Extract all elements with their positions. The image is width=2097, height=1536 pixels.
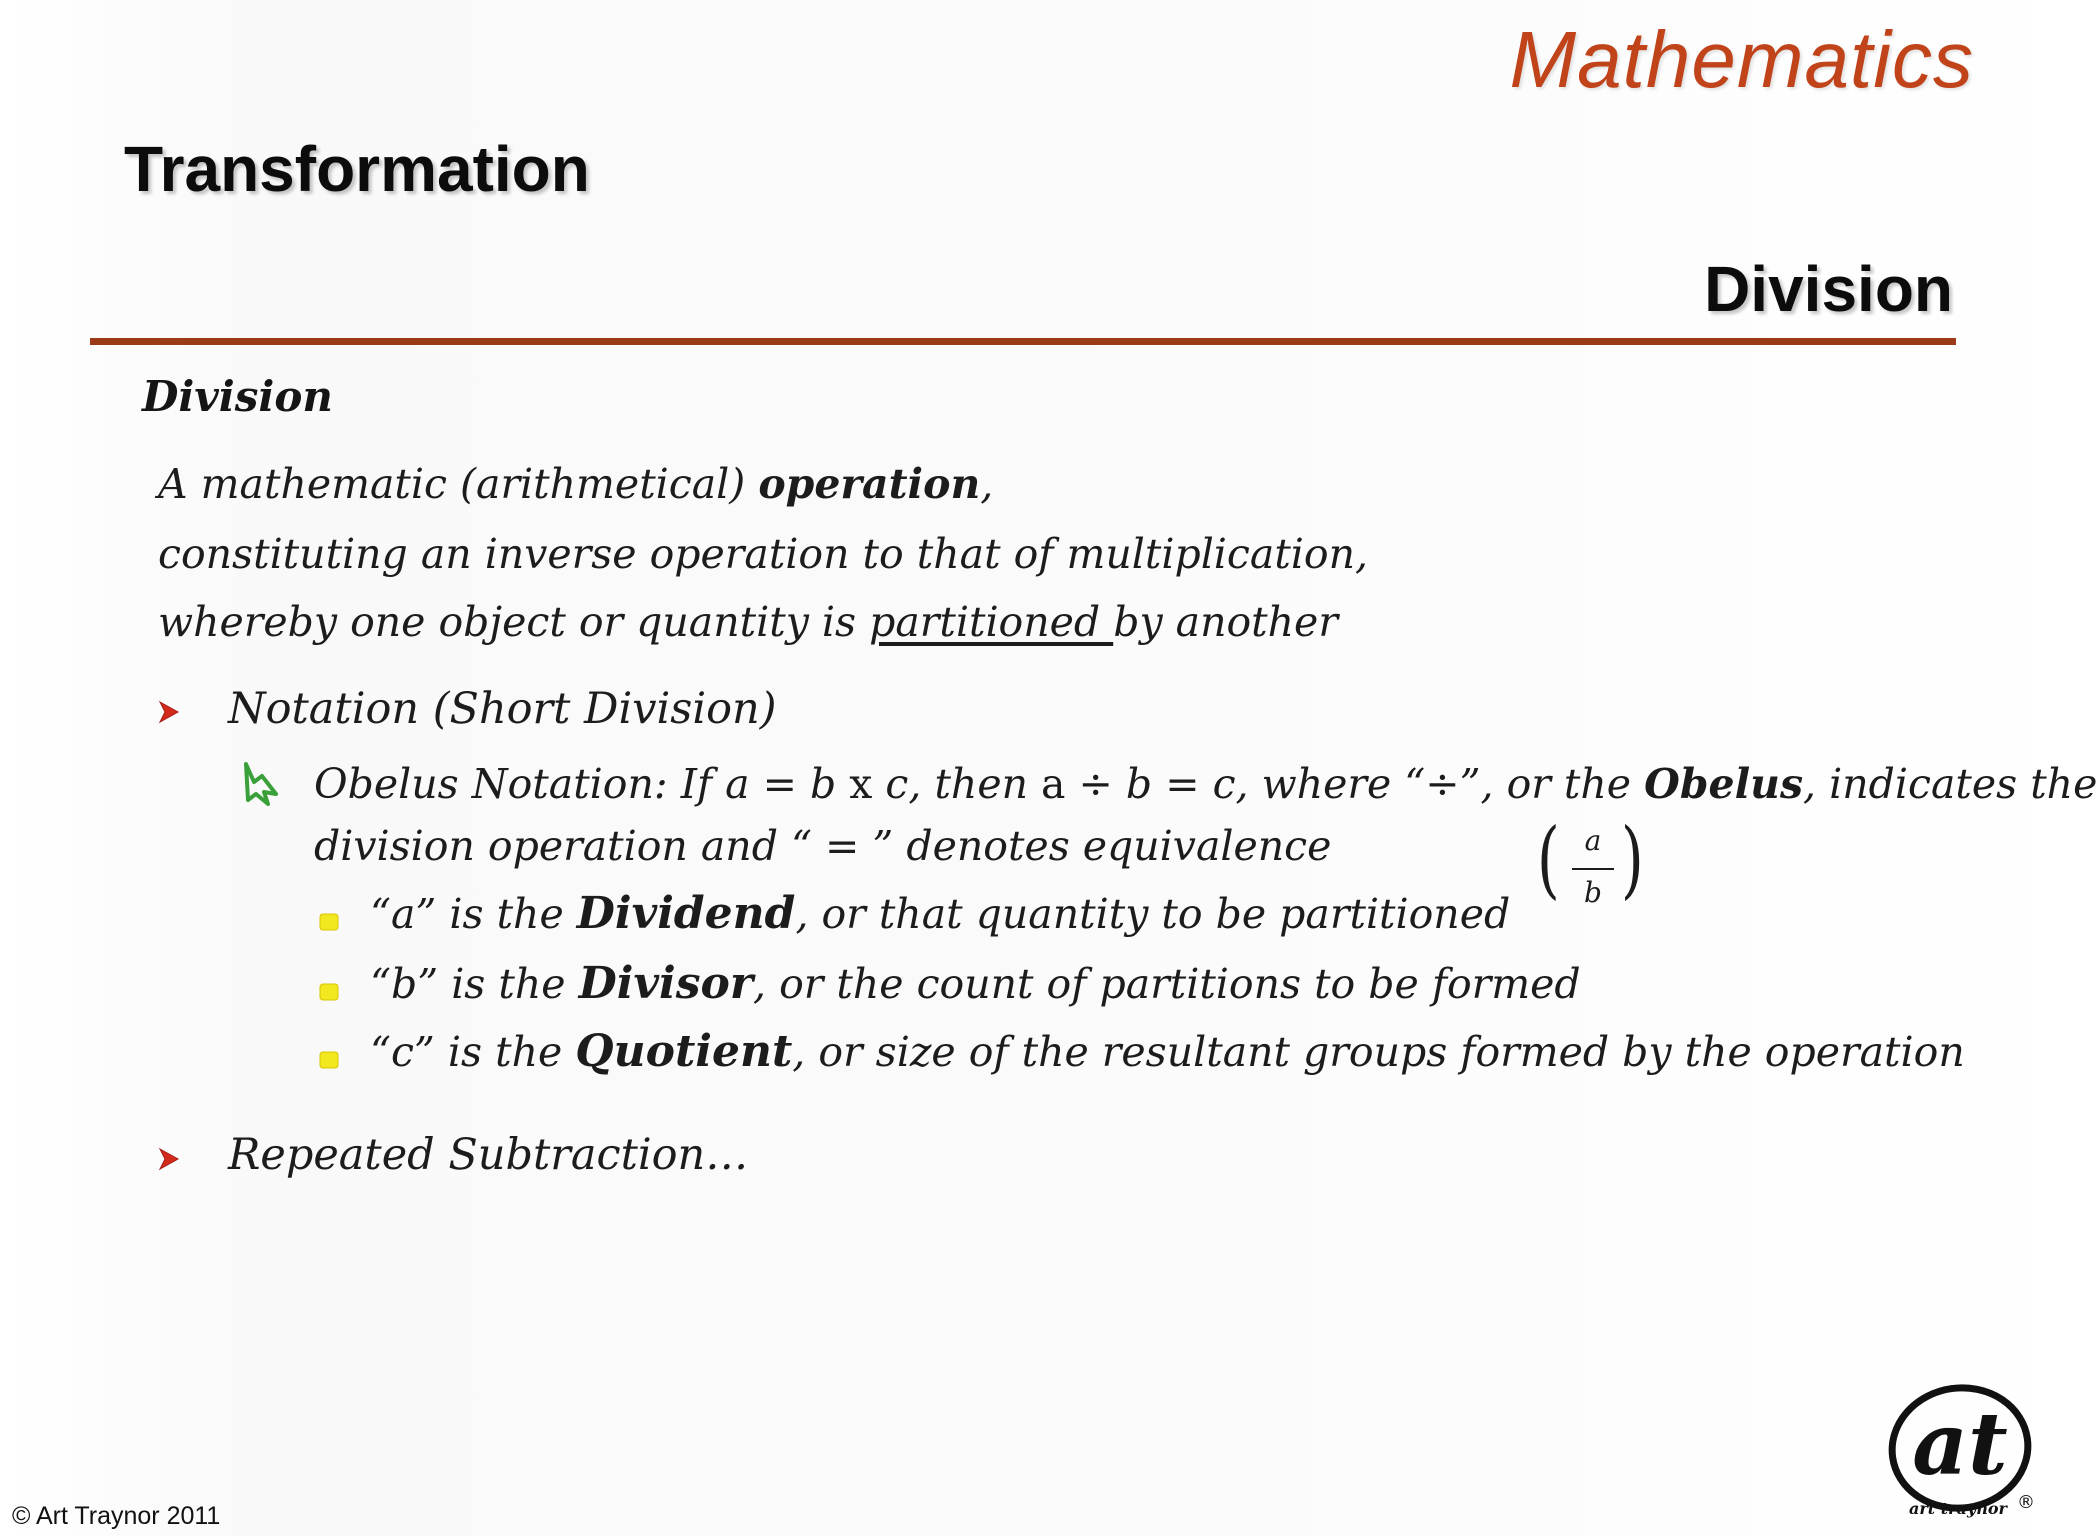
red-arrow-bullet-icon <box>158 700 180 724</box>
topic-title: Division <box>1704 253 1953 325</box>
yellow-square-bullet-icon <box>318 912 340 932</box>
section-title: Transformation <box>124 133 590 205</box>
term-divisor: “b” is the Divisor, or the count of partitions to be formed <box>370 958 1581 1009</box>
yellow-square-bullet-icon <box>318 982 340 1002</box>
fraction-notation: ( a b ) <box>1536 810 1644 909</box>
green-arrow-bullet-icon <box>238 760 282 808</box>
yellow-square-bullet-icon <box>318 1050 340 1070</box>
content-heading: Division <box>142 372 333 421</box>
registered-mark: ® <box>2017 1492 2035 1513</box>
term-quotient: “c” is the Quotient, or size of the resultant groups formed by the operation <box>370 1026 1965 1077</box>
obelus-line-1: Obelus Notation: If a = b x c, then a ÷ b = c, where “÷”, or the Obelus, indicates the <box>314 760 2097 808</box>
bullet-notation: Notation (Short Division) <box>228 684 777 734</box>
fraction-numerator: a <box>1584 824 1602 857</box>
fraction-denominator: b <box>1584 876 1602 909</box>
subject-title: Mathematics <box>1509 15 1974 104</box>
red-arrow-bullet-icon <box>158 1147 180 1171</box>
fraction-bar <box>1572 868 1614 870</box>
definition-line-2: constituting an inverse operation to that of multiplication, <box>158 530 1369 578</box>
header-divider <box>90 338 1956 345</box>
art-traynor-logo <box>1880 1378 2040 1528</box>
obelus-line-2: division operation and “ = ” denotes equivalence <box>314 822 1332 870</box>
definition-line-3: whereby one object or quantity is partitioned by another <box>158 598 1338 646</box>
definition-line-1: A mathematic (arithmetical) operation, <box>158 460 994 508</box>
logo-letters: at <box>1912 1394 2008 1495</box>
logo-subtext: art traynor <box>1909 1499 2007 1518</box>
bullet-repeated-subtraction: Repeated Subtraction… <box>228 1130 749 1180</box>
term-dividend: “a” is the Dividend, or that quantity to be partitioned <box>370 888 1511 939</box>
copyright-notice: © Art Traynor 2011 <box>12 1502 221 1530</box>
